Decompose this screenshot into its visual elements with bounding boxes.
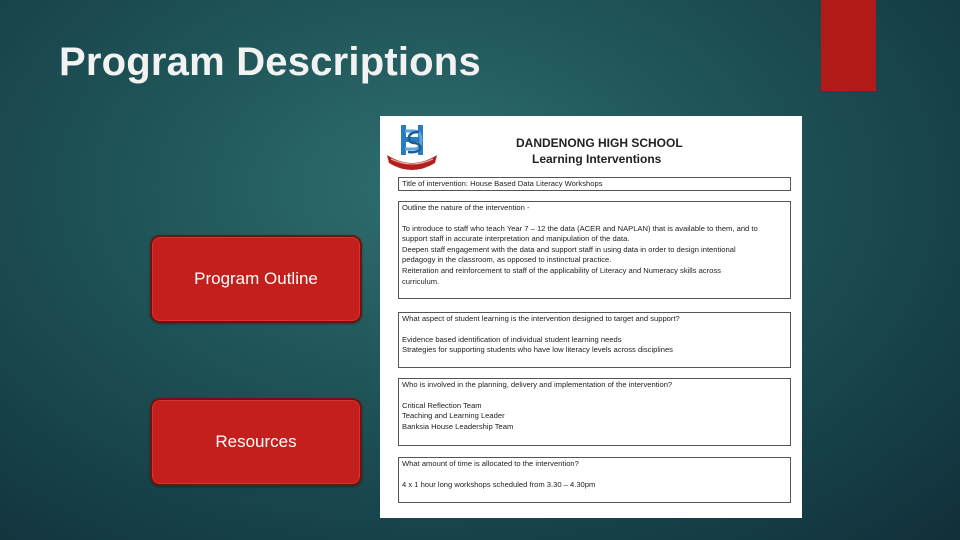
document-image	[380, 116, 802, 518]
nature-line: pedagogy in the classroom, as opposed to instinctual practice.	[402, 255, 612, 265]
intervention-title: Title of intervention: House Based Data Literacy Workshops	[402, 179, 603, 188]
aspect-line: Evidence based identification of individual student learning needs	[402, 334, 622, 344]
nature-line: Deepen staff engagement with the data and support staff in using data in order to design intentional	[402, 244, 736, 254]
nature-line: support staff in accurate interpretation and manipulation of the data.	[402, 234, 630, 244]
involved-line: Critical Reflection Team	[402, 400, 482, 410]
time-line: 4 x 1 hour long workshops scheduled from 3.30 – 4.30pm	[402, 479, 596, 489]
involved-line: Teaching and Learning Leader	[402, 411, 505, 421]
aspect-line: Strategies for supporting students who have low literacy levels across disciplines	[402, 345, 673, 355]
involved-box	[398, 378, 791, 446]
intervention-title-box	[398, 177, 791, 191]
nature-line: Reiteration and reinforcement to staff of the applicability of Literacy and Numeracy skills across	[402, 265, 721, 275]
school-crest-icon	[385, 121, 439, 173]
slide-title: Program Descriptions	[59, 40, 481, 84]
nature-box	[398, 201, 791, 299]
aspect-heading: What aspect of student learning is the intervention designed to target and support?	[402, 314, 680, 323]
aspect-box	[398, 312, 791, 368]
resources-button[interactable]: Resources	[150, 398, 362, 486]
time-heading: What amount of time is allocated to the intervention?	[402, 459, 579, 468]
accent-bar	[821, 0, 876, 91]
nature-line: To introduce to staff who teach Year 7 – 12 the data (ACER and NAPLAN) that is available to them, and to	[402, 223, 758, 233]
program-outline-button[interactable]: Program Outline	[150, 235, 362, 323]
nature-line: curriculum.	[402, 276, 440, 286]
nature-heading: Outline the nature of the intervention -	[402, 203, 530, 212]
involved-line: Banksia House Leadership Team	[402, 421, 514, 431]
time-box	[398, 457, 791, 503]
document-subtitle: Learning Interventions	[532, 152, 662, 166]
involved-heading: Who is involved in the planning, delivery and implementation of the intervention?	[402, 380, 673, 389]
school-name: DANDENONG HIGH SCHOOL	[516, 136, 683, 150]
